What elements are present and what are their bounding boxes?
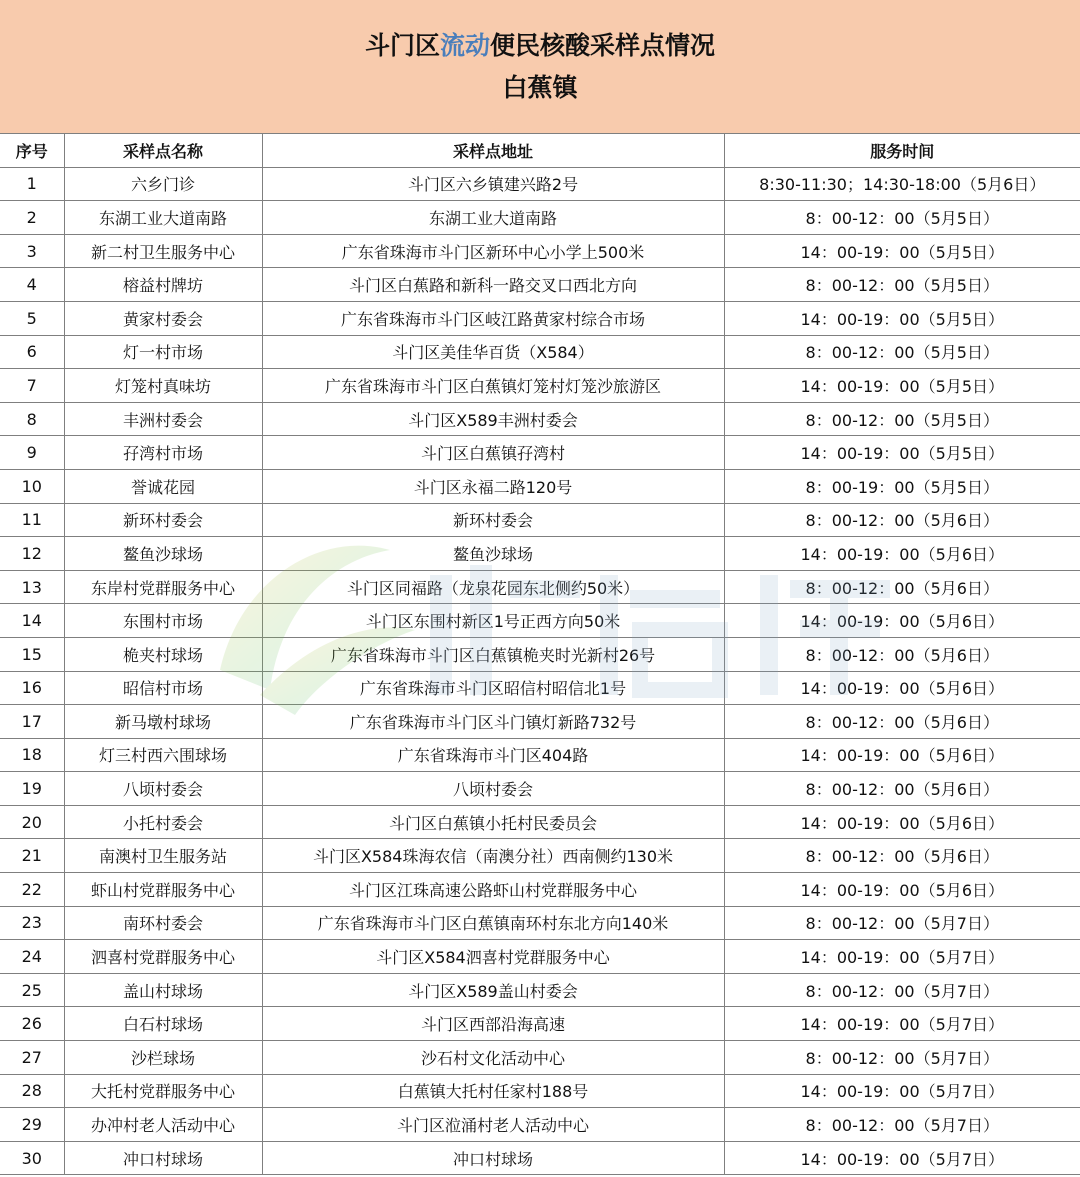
table-body (0, 167, 1080, 1175)
table-row (0, 1141, 1080, 1175)
title-accent: 流动 (439, 30, 490, 60)
table-row (0, 201, 1080, 235)
site-name: 新二村卫生服务中心 (64, 234, 262, 268)
row-index: 27 (0, 1041, 64, 1075)
service-time: 14：00-19：00（5月6日） (724, 537, 1080, 571)
row-index: 8 (0, 402, 64, 436)
site-address: 新环村委会 (262, 503, 724, 537)
row-index: 21 (0, 839, 64, 873)
table-row (0, 873, 1080, 907)
site-address: 广东省珠海市斗门区白蕉镇桅夹时光新村26号 (262, 637, 724, 671)
site-name: 东围村市场 (64, 604, 262, 638)
service-time: 8：00-12：00（5月6日） (724, 705, 1080, 739)
table-row (0, 537, 1080, 571)
site-address: 斗门区白蕉路和新科一路交叉口西北方向 (262, 268, 724, 302)
site-address: 冲口村球场 (262, 1141, 724, 1175)
row-index: 14 (0, 604, 64, 638)
table-row (0, 705, 1080, 739)
row-index: 18 (0, 738, 64, 772)
site-address: 斗门区同福路（龙泉花园东北侧约50米） (262, 570, 724, 604)
site-name: 东岸村党群服务中心 (64, 570, 262, 604)
row-index: 20 (0, 805, 64, 839)
column-header-service-time: 服务时间 (724, 134, 1080, 168)
row-index: 29 (0, 1108, 64, 1142)
service-time: 8：00-12：00（5月5日） (724, 402, 1080, 436)
table-row (0, 671, 1080, 705)
service-time: 14：00-19：00（5月6日） (724, 738, 1080, 772)
site-address: 斗门区X584泗喜村党群服务中心 (262, 940, 724, 974)
site-name: 灯笼村真味坊 (64, 369, 262, 403)
site-address: 广东省珠海市斗门区404路 (262, 738, 724, 772)
service-time: 14：00-19：00（5月7日） (724, 1007, 1080, 1041)
site-address: 广东省珠海市斗门区白蕉镇灯笼村灯笼沙旅游区 (262, 369, 724, 403)
row-index: 12 (0, 537, 64, 571)
site-name: 誉诚花园 (64, 469, 262, 503)
service-time: 14：00-19：00（5月6日） (724, 873, 1080, 907)
table-row (0, 469, 1080, 503)
site-name: 沙栏球场 (64, 1041, 262, 1075)
site-address: 东湖工业大道南路 (262, 201, 724, 235)
site-address: 鳌鱼沙球场 (262, 537, 724, 571)
site-address: 斗门区白蕉镇孖湾村 (262, 436, 724, 470)
row-index: 28 (0, 1074, 64, 1108)
site-address: 斗门区西部沿海高速 (262, 1007, 724, 1041)
table-row (0, 234, 1080, 268)
site-name: 南澳村卫生服务站 (64, 839, 262, 873)
service-time: 8：00-12：00（5月6日） (724, 637, 1080, 671)
row-index: 23 (0, 906, 64, 940)
site-name: 白石村球场 (64, 1007, 262, 1041)
service-time: 14：00-19：00（5月7日） (724, 1141, 1080, 1175)
service-time: 8：00-19：00（5月5日） (724, 469, 1080, 503)
row-index: 22 (0, 873, 64, 907)
row-index: 26 (0, 1007, 64, 1041)
page-subtitle: 白蕉镇 (502, 72, 578, 102)
site-address: 斗门区X589丰洲村委会 (262, 402, 724, 436)
service-time: 8：00-12：00（5月7日） (724, 1041, 1080, 1075)
table-row (0, 940, 1080, 974)
table-row (0, 436, 1080, 470)
row-index: 15 (0, 637, 64, 671)
service-time: 8：00-12：00（5月5日） (724, 335, 1080, 369)
row-index: 13 (0, 570, 64, 604)
table-row (0, 839, 1080, 873)
site-address: 斗门区X584珠海农信（南澳分社）西南侧约130米 (262, 839, 724, 873)
site-name: 丰洲村委会 (64, 402, 262, 436)
site-name: 南环村委会 (64, 906, 262, 940)
service-time: 14：00-19：00（5月7日） (724, 940, 1080, 974)
site-name: 盖山村球场 (64, 973, 262, 1007)
table-row (0, 906, 1080, 940)
row-index: 9 (0, 436, 64, 470)
table-row (0, 604, 1080, 638)
service-time: 14：00-19：00（5月5日） (724, 234, 1080, 268)
site-name: 六乡门诊 (64, 167, 262, 201)
site-name: 新马墩村球场 (64, 705, 262, 739)
site-address: 白蕉镇大托村任家村188号 (262, 1074, 724, 1108)
page-title (365, 25, 715, 67)
site-name: 泗喜村党群服务中心 (64, 940, 262, 974)
row-index: 7 (0, 369, 64, 403)
site-address: 广东省珠海市斗门区白蕉镇南环村东北方向140米 (262, 906, 724, 940)
service-time: 14：00-19：00（5月6日） (724, 671, 1080, 705)
table-row (0, 268, 1080, 302)
service-time: 14：00-19：00（5月6日） (724, 604, 1080, 638)
service-time: 8：00-12：00（5月6日） (724, 570, 1080, 604)
row-index: 2 (0, 201, 64, 235)
service-time: 8：00-12：00（5月7日） (724, 973, 1080, 1007)
service-time: 14：00-19：00（5月6日） (724, 805, 1080, 839)
row-index: 1 (0, 167, 64, 201)
site-name: 新环村委会 (64, 503, 262, 537)
site-address: 斗门区永福二路120号 (262, 469, 724, 503)
site-name: 昭信村市场 (64, 671, 262, 705)
service-time: 14：00-19：00（5月5日） (724, 436, 1080, 470)
site-address: 斗门区东围村新区1号正西方向50米 (262, 604, 724, 638)
table-row (0, 503, 1080, 537)
table-row (0, 301, 1080, 335)
site-address: 斗门区涖涌村老人活动中心 (262, 1108, 724, 1142)
document-header (0, 0, 1080, 133)
site-address: 广东省珠海市斗门区昭信村昭信北1号 (262, 671, 724, 705)
table-row (0, 973, 1080, 1007)
service-time: 8：00-12：00（5月7日） (724, 906, 1080, 940)
table-row (0, 805, 1080, 839)
site-address: 沙石村文化活动中心 (262, 1041, 724, 1075)
row-index: 19 (0, 772, 64, 806)
table-row (0, 772, 1080, 806)
table-row (0, 738, 1080, 772)
site-name: 桅夹村球场 (64, 637, 262, 671)
row-index: 25 (0, 973, 64, 1007)
table-row (0, 1041, 1080, 1075)
table-header-row (0, 134, 1080, 168)
site-name: 虾山村党群服务中心 (64, 873, 262, 907)
site-address: 广东省珠海市斗门区新环中心小学上500米 (262, 234, 724, 268)
table-row (0, 637, 1080, 671)
site-name: 孖湾村市场 (64, 436, 262, 470)
table-row (0, 335, 1080, 369)
service-time: 14：00-19：00（5月5日） (724, 301, 1080, 335)
row-index: 6 (0, 335, 64, 369)
service-time: 8：00-12：00（5月5日） (724, 268, 1080, 302)
service-time: 8：00-12：00（5月6日） (724, 503, 1080, 537)
site-address: 斗门区六乡镇建兴路2号 (262, 167, 724, 201)
site-name: 灯三村西六围球场 (64, 738, 262, 772)
row-index: 24 (0, 940, 64, 974)
row-index: 30 (0, 1141, 64, 1175)
service-time: 8：00-12：00（5月6日） (724, 839, 1080, 873)
service-time: 14：00-19：00（5月5日） (724, 369, 1080, 403)
table-row (0, 369, 1080, 403)
table-row (0, 167, 1080, 201)
row-index: 17 (0, 705, 64, 739)
site-name: 榕益村牌坊 (64, 268, 262, 302)
row-index: 4 (0, 268, 64, 302)
site-address: 广东省珠海市斗门区斗门镇灯新路732号 (262, 705, 724, 739)
site-name: 东湖工业大道南路 (64, 201, 262, 235)
column-header-address: 采样点地址 (262, 134, 724, 168)
column-header-index: 序号 (0, 134, 64, 168)
site-name: 冲口村球场 (64, 1141, 262, 1175)
row-index: 11 (0, 503, 64, 537)
site-name: 灯一村市场 (64, 335, 262, 369)
site-name: 大托村党群服务中心 (64, 1074, 262, 1108)
table-row (0, 1074, 1080, 1108)
column-header-name: 采样点名称 (64, 134, 262, 168)
service-time: 8：00-12：00（5月5日） (724, 201, 1080, 235)
site-name: 鳌鱼沙球场 (64, 537, 262, 571)
site-address: 斗门区X589盖山村委会 (262, 973, 724, 1007)
service-time: 8：00-12：00（5月7日） (724, 1108, 1080, 1142)
site-address: 斗门区美佳华百货（X584） (262, 335, 724, 369)
service-time: 8:30-11:30；14:30-18:00（5月6日） (724, 167, 1080, 201)
service-time: 14：00-19：00（5月7日） (724, 1074, 1080, 1108)
row-index: 10 (0, 469, 64, 503)
site-address: 广东省珠海市斗门区岐江路黄家村综合市场 (262, 301, 724, 335)
table-row (0, 1007, 1080, 1041)
row-index: 5 (0, 301, 64, 335)
site-address: 斗门区白蕉镇小托村民委员会 (262, 805, 724, 839)
site-name: 小托村委会 (64, 805, 262, 839)
row-index: 16 (0, 671, 64, 705)
table-row (0, 1108, 1080, 1142)
table-row (0, 570, 1080, 604)
sampling-sites-table (0, 133, 1080, 1175)
site-name: 八顷村委会 (64, 772, 262, 806)
service-time: 8：00-12：00（5月6日） (724, 772, 1080, 806)
table-row (0, 402, 1080, 436)
site-name: 办冲村老人活动中心 (64, 1108, 262, 1142)
site-name: 黄家村委会 (64, 301, 262, 335)
site-address: 斗门区江珠高速公路虾山村党群服务中心 (262, 873, 724, 907)
title-part-1: 斗门区 (364, 30, 440, 60)
title-part-2: 便民核酸采样点情况 (490, 30, 716, 60)
row-index: 3 (0, 234, 64, 268)
site-address: 八顷村委会 (262, 772, 724, 806)
